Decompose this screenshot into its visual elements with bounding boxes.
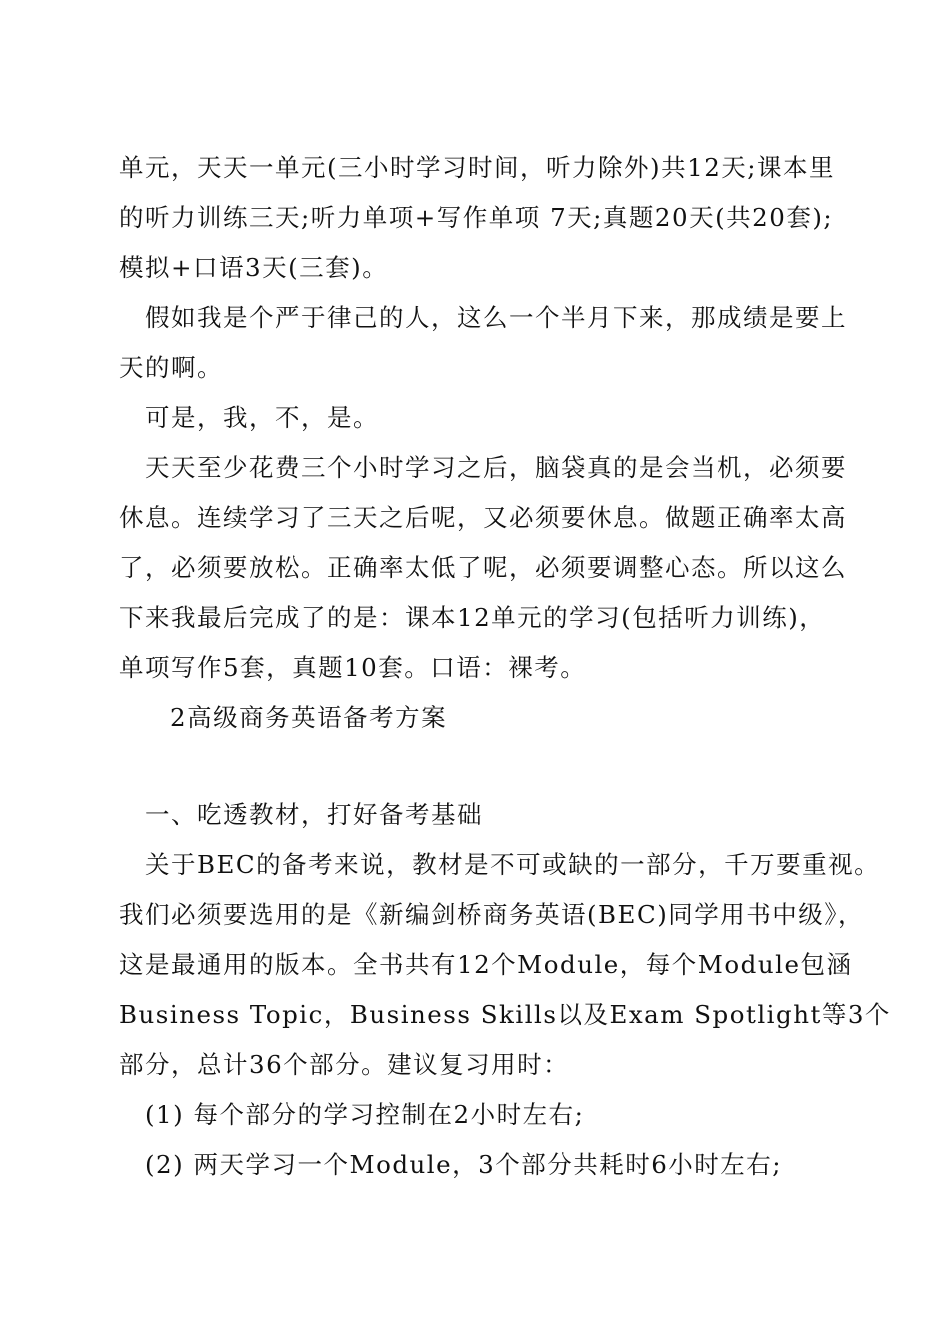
subsection-heading: 一、吃透教材，打好备考基础 [145, 800, 483, 829]
paragraph-line: 我们必须要选用的是《新编剑桥商务英语(BEC)同学用书中级》， [119, 900, 864, 929]
paragraph-line: 可是，我，不，是。 [145, 403, 379, 432]
paragraph-line: 休息。连续学习了三天之后呢，又必须要休息。做题正确率太高 [119, 503, 847, 532]
paragraph-line: 天天至少花费三个小时学习之后，脑袋真的是会当机，必须要 [145, 453, 847, 482]
section-heading: 2高级商务英语备考方案 [170, 703, 448, 732]
paragraph-line: 假如我是个严于律己的人，这么一个半月下来，那成绩是要上 [145, 303, 847, 332]
paragraph-line: 模拟+口语3天(三套)。 [119, 253, 389, 282]
paragraph-line: 单元，天天一单元(三小时学习时间，听力除外)共12天;课本里 [119, 153, 836, 182]
paragraph-line: 关于BEC的备考来说，教材是不可或缺的一部分，千万要重视。 [145, 850, 881, 879]
paragraph-line: 天的啊。 [119, 353, 223, 382]
paragraph-line: 下来我最后完成了的是：课本12单元的学习(包括听力训练)， [119, 603, 826, 632]
paragraph-line: 的听力训练三天;听力单项+写作单项 7天;真题20天(共20套); [119, 203, 834, 232]
paragraph-line: 单项写作5套，真题10套。口语：裸考。 [119, 653, 587, 682]
list-item: (1) 每个部分的学习控制在2小时左右; [145, 1100, 585, 1129]
paragraph-line: 部分，总计36个部分。建议复习用时： [119, 1050, 570, 1079]
paragraph-line: 这是最通用的版本。全书共有12个Module，每个Module包涵 [119, 950, 853, 979]
paragraph-line: 了，必须要放松。正确率太低了呢，必须要调整心态。所以这么 [119, 553, 847, 582]
paragraph-line: Business Topic，Business Skills以及Exam Spotlight等3个 [119, 1000, 891, 1029]
list-item: (2) 两天学习一个Module，3个部分共耗时6小时左右; [145, 1150, 783, 1179]
